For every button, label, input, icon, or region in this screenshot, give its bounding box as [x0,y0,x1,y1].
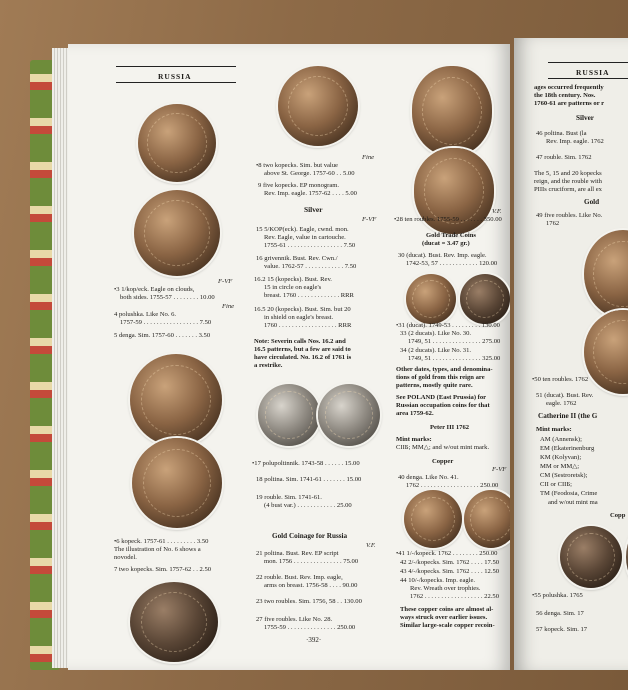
catalog-entry: 47 rouble. Sim. 1762 [536,154,592,161]
coin-image [412,66,492,156]
catalog-entry: 4 polushka. Like No. 6. [114,311,177,318]
catalog-entry: both sides. 1755-57 . . . . . . . . 10.00 [120,294,215,301]
coin-image [130,582,218,662]
catalog-entry: 9 five kopecks. EP monogram. [258,182,340,189]
coin-image [460,274,510,324]
catalog-note: The illustration of No. 6 shows a [114,546,201,553]
catalog-entry: 56 denga. Sim. 17 [536,610,584,617]
catalog-entry: 1757-59 . . . . . . . . . . . . . . . . . 7.50 [120,319,212,326]
mint-marks-label: Mint marks: [396,436,432,443]
section-heading: Copper [432,458,454,465]
mint-marks-list: CIIБ; MM△; and w/out mint mark. [396,444,490,451]
catalog-note: have circulated. No. 16.2 of 1761 is [254,354,352,361]
catalog-entry: Rev. Wreath over trophies. [410,585,481,592]
section-heading: Gold Trade Coins [426,232,476,239]
section-heading: Gold [584,198,600,206]
catalog-entry: 1742-53, 57 . . . . . . . . . . . . 120.00 [406,260,498,267]
section-heading: Silver [576,114,594,122]
catalog-entry: 18 poltina. Sim. 1741-61 . . . . . . . 15.00 [256,476,362,483]
catalog-entry: 1762 . . . . . . . . . . . . . . . . . . 250.00 [406,482,499,489]
catalog-entry: 1755-61 . . . . . . . . . . . . . . . . . 7.50 [264,242,356,249]
section-subheading: (ducat = 3.47 gr.) [422,240,470,247]
section-heading: Gold Coinage for Russia [272,532,348,540]
body-text: reign, and the rouble with [534,178,602,185]
grade-label: Fine [222,303,235,310]
catalog-note: 16.5 patterns, but a few are said to [254,346,351,353]
catalog-entry: 1760 . . . . . . . . . . . . . . . . . . RRR [264,322,352,329]
catalog-note: Russian occupation coins for that [396,402,490,409]
catalog-entry: Rev. Imp. eagle. 1762 [546,138,604,145]
coin-image [138,104,216,182]
catalog-entry: •6 kopeck. 1757-61 . . . . . . . . . 3.50 [114,538,209,545]
catalog-entry: 1762 [546,220,560,227]
catalog-entry: 27 five roubles. Like No. 28. [256,616,333,623]
catalog-note: ways struck over earlier issues. [400,614,488,621]
catalog-note: These copper coins are almost al- [400,606,494,613]
mint-mark: CII or CIIБ; [540,481,572,488]
catalog-entry: •41 1/-/kopeck. 1762 . . . . . . . . 250.00 [396,550,498,557]
catalog-entry: 43 4/-/kopecks. Sim. 1762 . . . . 12.50 [400,568,500,575]
section-heading: Peter III 1762 [430,424,470,431]
catalog-entry: in shield on eagle's breast. [264,314,334,321]
right-page [514,38,628,670]
catalog-entry: Rev. Imp. eagle. 1757-62 . . . . 5.00 [264,190,357,197]
mint-mark: and w/out mint ma [548,499,598,506]
catalog-note: Note: Severin calls Nos. 16.2 and [254,338,346,345]
catalog-entry: arms on breast. 1756-58 . . . . 90.00 [264,582,358,589]
header-rule [116,66,236,67]
catalog-entry: 1749, 51 . . . . . . . . . . . . . . . 325.00 [408,355,501,362]
catalog-entry: 51 (ducat). Bust. Rev. [536,392,594,399]
catalog-entry: 16.2 15 (kopecks). Bust. Rev. [254,276,332,283]
body-text: 1760-61 are patterns or r [534,100,605,107]
catalog-entry: Rev. Eagle, value in cartouche. [264,234,346,241]
catalog-entry: (4 bust var.) . . . . . . . . . . . . 25.00 [264,502,352,509]
catalog-entry: 30 (ducat). Bust. Rev. Imp. eagle. [398,252,487,259]
catalog-entry: 21 poltina. Bust. Rev. EP script [256,550,339,557]
coin-image [560,526,622,588]
mint-mark: TM (Feodosia, Crime [540,490,598,497]
catalog-entry: •3 1/kop/eck. Eagle on clouds, [114,286,195,293]
catalog-entry: above St. George. 1757-60 . . 5.00 [264,170,355,177]
header-rule [548,78,628,79]
grade-label: F-VF [218,278,233,285]
catalog-entry: 44 10/-/kopecks. Imp. eagle. [400,577,476,584]
catalog-entry: 16.5 20 (kopecks). Bust. Sim. but 20 [254,306,351,313]
coin-image [258,384,320,446]
catalog-entry: 42 2/-/kopecks. Sim. 1762 . . . . 17.50 [400,559,500,566]
catalog-entry: 15 in circle on eagle's [264,284,322,291]
body-text: the 18th century. Nos. [534,92,596,99]
section-heading: Copp [610,512,626,519]
catalog-entry: 23 two roubles. Sim. 1756, 58 . . 130.00 [256,598,362,605]
catalog-entry: eagle. 1762 [546,400,577,407]
catalog-note: area 1759-62. [396,410,434,417]
catalog-note: tions of gold from this reign are [396,374,485,381]
catalog-entry: •55 polushka. 1765 [532,592,583,599]
catalog-note: novodel. [114,554,137,561]
header-rule [116,82,236,83]
header-rule [548,62,628,63]
grade-label: V.F. [366,542,376,549]
catalog-entry: 57 kopeck. Sim. 17 [536,626,588,633]
catalog-entry: 1749, 51 . . . . . . . . . . . . . . . 275.00 [408,338,501,345]
grade-label: F-VF [362,216,377,223]
catalog-entry: •8 two kopecks. Sim. but value [256,162,338,169]
page-header: RUSSIA [158,72,192,81]
catalog-entry: 1762 . . . . . . . . . . . . . . . . . . 22.50 [410,593,500,600]
catalog-entry: 49 five roubles. Like No. [536,212,603,219]
catalog-entry: 1755-59 . . . . . . . . . . . . . . . 250.00 [264,624,356,631]
catalog-note: a restrike. [254,362,283,369]
body-text: The 5, 15 and 20 kopecks [534,170,602,177]
catalog-entry: 34 (2 ducats). Like No. 31. [400,347,472,354]
mint-mark: KM (Kolyvan); [540,454,582,461]
catalog-entry: 33 (2 ducats). Like No. 30. [400,330,472,337]
catalog-entry: 40 denga. Like No. 41. [398,474,459,481]
page-header: RUSSIA [576,68,610,77]
catalog-entry: breast. 1760 . . . . . . . . . . . . . RRR [264,292,354,299]
catalog-note: See POLAND (East Prussia) for [396,394,487,401]
coin-image [132,438,222,528]
coin-image [130,354,222,446]
grade-label: Fine [362,154,375,161]
catalog-entry: 15 5/KOP(eck). Eagle, cwnd. mon. [256,226,349,233]
coin-image [406,274,456,324]
section-heading: Silver [304,205,323,214]
catalog-entry: 46 poltina. Bust (la [536,130,587,137]
catalog-entry: 16 grivennik. Bust. Rev. Cwn./ [256,255,338,262]
catalog-entry: 22 rouble. Bust. Rev. Imp. eagle, [256,574,343,581]
catalog-note: patterns, mostly quite rare. [396,382,473,389]
coin-image [318,384,380,446]
catalog-entry: •31 (ducat). 1749-53 . . . . . . . . . 130.00 [396,322,500,329]
catalog-entry: 5 denga. Sim. 1757-60 . . . . . . . 3.50 [114,332,211,339]
mint-mark: AM (Annensk); [540,436,582,443]
coin-image [584,230,628,318]
catalog-entry: value. 1762-57 . . . . . . . . . . . . 7.50 [264,263,357,270]
grade-label: V.F. [492,208,502,215]
catalog-entry: mon. 1756 . . . . . . . . . . . . . . . 75.00 [264,558,359,565]
catalog-entry: 7 two kopecks. Sim. 1757-62 . . 2.50 [114,566,212,573]
coin-image [464,490,510,548]
coin-image [278,66,358,146]
page-number: ·392· [306,636,322,644]
catalog-entry: •28 ten roubles. 1755-59 . . . . . . . 350.00 [394,216,502,223]
body-text: ages occurred frequently [534,84,604,91]
body-text: PIIIs cruciform, are all ex [534,186,602,193]
mint-mark: EM (Ekaterinenburg [540,445,595,452]
mint-mark: CM (Sestroretsk); [540,472,588,479]
coin-image [134,190,220,276]
mint-marks-label: Mint marks: [536,426,572,433]
section-heading: Catherine II (the G [538,412,598,420]
catalog-entry: •17 polupoltinnik. 1743-58 . . . . . . 15.00 [252,460,360,467]
catalog-note: Other dates, types, and denomina- [396,366,493,373]
left-page [68,44,510,670]
mint-mark: MM or MM△; [540,463,580,470]
catalog-entry: •50 ten roubles. 1762 [532,376,589,383]
catalog-note: Similar large-scale copper recoin- [400,622,495,629]
grade-label: F-VF [492,466,507,473]
catalog-entry: 19 rouble. Sim. 1741-61. [256,494,322,501]
coin-image [584,310,628,394]
coin-image [404,490,462,548]
